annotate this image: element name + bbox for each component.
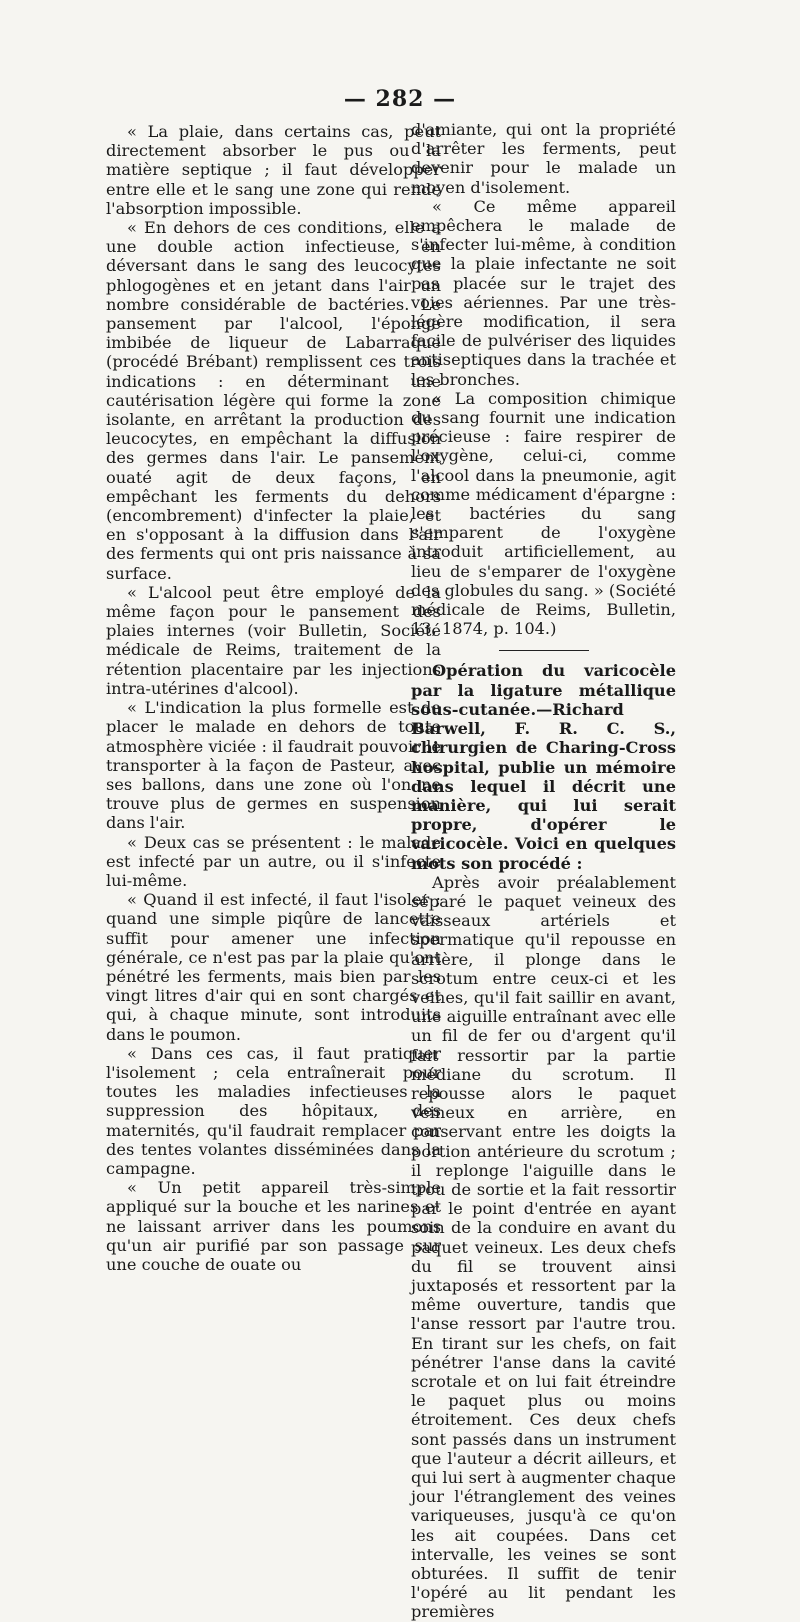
paragraph: « La plaie, dans certains cas, peut directement absorber le pus ou la matière septique ; il faut développer entre elle et le sang une zone qui rende l'absorption impossible. <box>106 122 441 218</box>
page-number: — 282 — <box>343 86 457 112</box>
paragraph: « La composition chimique du sang fournit une indication précieuse : faire respirer de l'oxygène, celui-ci, comme l'alcool dans la pneumonie, agit comme médicament d'épargne : les bactéries du sang s'emparent de l'oxygène introduit artificiellement, au lieu de s'emparer de l'oxygène des globules du sang. » (Société médicale de Reims, Bulletin, 13, 1874, p. 104.) <box>411 388 676 639</box>
section-intro: —Richard Barwell, F. R. C. S., chirurgien de Charing-Cross hospital, publie un mémoire dans lequel il décrit une manière, qui lui serait propre, d'opérer le varicocèle. Voici en quelques mots son procédé : <box>411 699 676 873</box>
section-divider <box>499 650 589 651</box>
section-title: Opération du varicocèle par la ligature métallique sous-cutanée. <box>411 661 676 719</box>
paragraph: « Un petit appareil très-simple appliqué sur la bouche et les narines et ne laissant arriver dans les poumons qu'un air purifié par son passage sur une couche de ouate ou <box>106 1178 441 1274</box>
paragraph: « Ce même appareil empêchera le malade de s'infecter lui-même, à condition que la plaie infectante ne soit pas placée sur le trajet des voies aériennes. Par une très-légère modification, il sera facile de pulvériser des liquides antiseptiques dans la trachée et les bronches. <box>411 196 676 389</box>
paragraph: « En dehors de ces conditions, elle a une double action infectieuse, en déversant dans le sang des leucocytes phlogogènes et en jetant dans l'air un nombre considérable de bactéries. Le pansement par l'alcool, l'éponge imbibée de liqueur de Labarraque (procédé Brébant) remplissent ces trois indications : en déterminant une cautérisation légère qui forme la zone isolante, en arrêtant la production des leucocytes, en empêchant la diffusion des germes dans l'air. Le pansement ouaté agit de deux façons, en empêchant les ferments du dehors (encombrement) d'infecter la plaie, et en s'opposant à la diffusion dans l'air des ferments qui ont pris naissance à sa surface. <box>106 218 441 583</box>
paragraph: Après avoir préalablement séparé le paquet veineux des vaisseaux artériels et spermatique qu'il repousse en arrière, il plonge dans le scrotum entre ceux-ci et les veines, qu'il fait saillir en avant, une aiguille entraînant avec elle un fil de fer ou d'argent qu'il fait ressortir par la partie médiane du scrotum. Il repousse alors le paquet veineux en arrière, en conservant entre les doigts la portion antérieure du scrotum ; il replonge l'aiguille dans le trou de sortie et la fait ressortir par le point d'entrée en ayant soin de la conduire en avant du paquet veineux. Les deux chefs du fil se trouvent ainsi juxtaposés et ressortent par la même ouverture, tandis que l'anse ressort par l'autre trou. En tirant sur les chefs, on fait pénétrer l'anse dans la cavité scrotale et on lui fait étreindre le paquet plus ou moins étroitement. Ces deux chefs sont passés dans un instrument que l'auteur a décrit ailleurs, et qui lui sert à augmenter chaque jour l'étranglement des veines variqueuses, jusqu'à ce qu'on les ait coupées. Dans cet intervalle, les veines se sont obturées. Il suffit de tenir l'opéré au lit pendant les premières <box>411 872 676 1622</box>
paragraph: « Deux cas se présentent : le malade est infecté par un autre, ou il s'infecte lui-même. <box>106 832 441 890</box>
paragraph: « L'alcool peut être employé de la même façon pour le pansement des plaies internes (voir Bulletin, Société médicale de Reims, traitement de la rétention placentaire par les injections intra-utérines d'alcool). <box>106 582 441 698</box>
paragraph: « Dans ces cas, il faut pratiquer l'isolement ; cela entraînerait pour toutes les maladies infectieuses la suppression des hôpitaux, des maternités, qu'il faudrait remplacer par des tentes volantes disséminées dans la campagne. <box>106 1043 441 1178</box>
section-heading <box>411 661 676 872</box>
paragraph-continuation: d'amiante, qui ont la propriété d'arrêter les ferments, peut devenir pour le malade un moyen d'isolement. <box>411 120 676 197</box>
right-column <box>411 120 676 1622</box>
paragraph: « Quand il est infecté, il faut l'isoler ; quand une simple piqûre de lancette suffit pour amener une infection générale, ce n'est pas par la plaie qu'ont pénétré les ferments, mais bien par les vingt litres d'air qui en sont chargés et qui, à chaque minute, sont introduits dans le poumon. <box>106 890 441 1044</box>
paragraph: « L'indication la plus formelle est de placer le malade en dehors de toute atmosphère viciée : il faudrait pouvoir le transporter à la façon de Pasteur, avec ses ballons, dans une zone où l'on ne trouve plus de germes en suspension dans l'air. <box>106 698 441 833</box>
left-column <box>106 122 441 1274</box>
